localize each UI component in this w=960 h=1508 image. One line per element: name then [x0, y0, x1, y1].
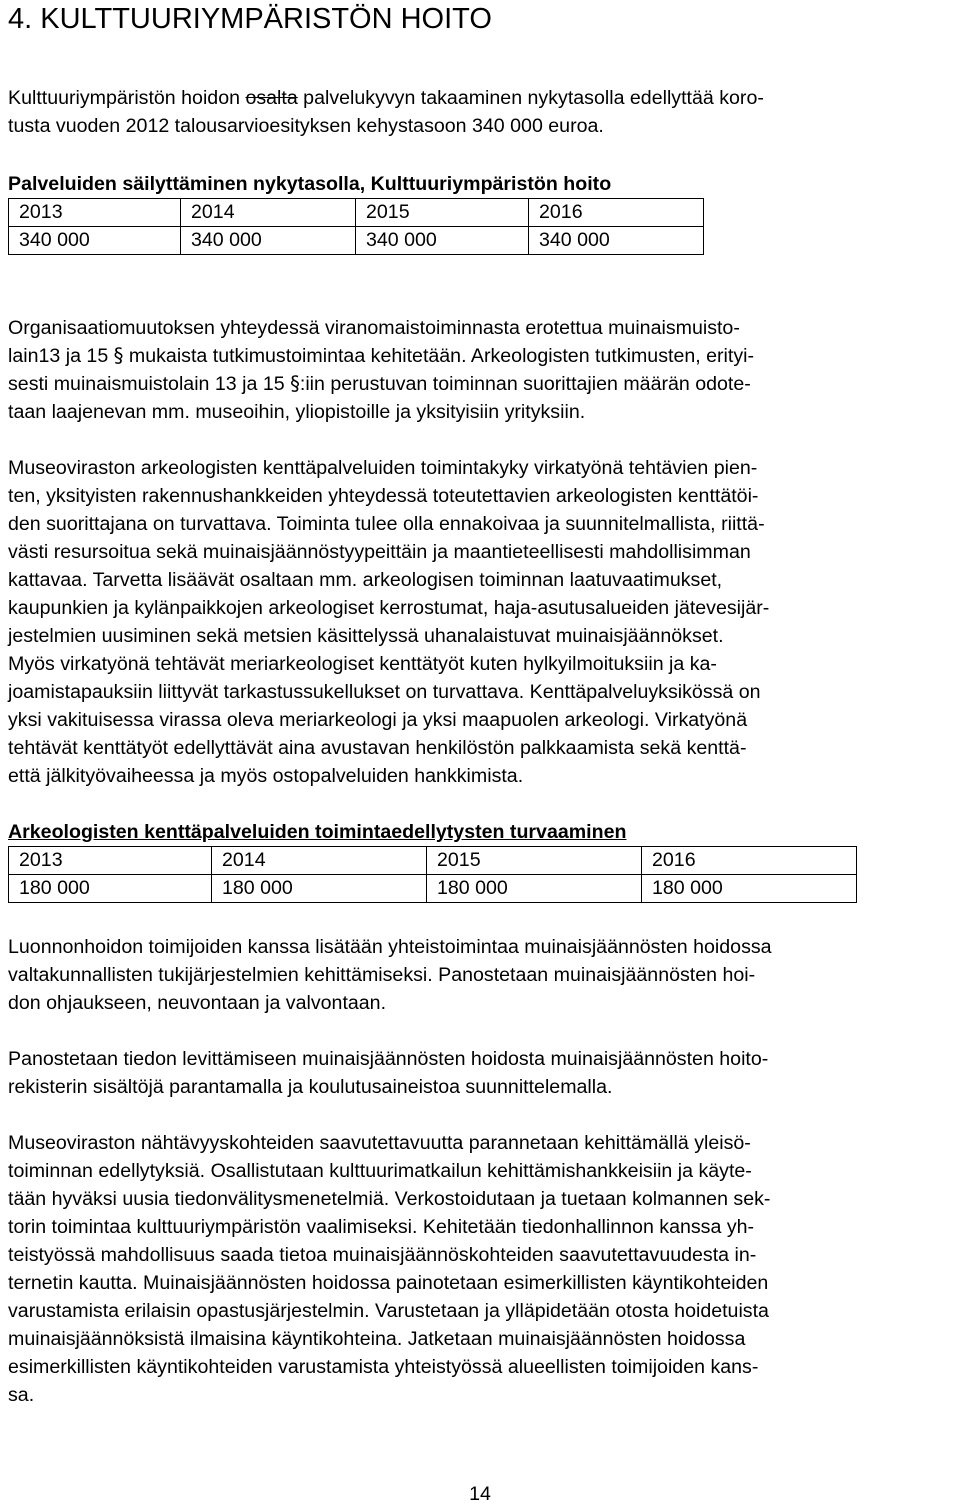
- section-sign: §: [113, 344, 124, 367]
- table-row: [9, 847, 857, 875]
- year-cell: 2013: [9, 199, 181, 227]
- value-cell: 340 000: [9, 227, 181, 255]
- table-row: [9, 875, 857, 903]
- section-title: 4. KULTTUURIYMPÄRISTÖN HOITO: [8, 3, 492, 35]
- luonnonhoito-paragraph: Luonnonhoidon toimijoiden kanssa lisätään yhteistoimintaa muinaisjäännösten hoidossa valtakunnallisten tukijärjestelmien kehittämiseksi. Panostetaan muinaisjäännösten hoi- don ohjaukseen, neuvontaan ja valvontaan.: [8, 936, 772, 1014]
- year-cell: 2016: [529, 199, 704, 227]
- museovirasto-paragraph: Museoviraston arkeologisten kenttäpalveluiden toimintakyky virkatyönä tehtävien pien- ten, yksityisten rakennushankkeiden yhteydessä toteutettavien arkeologisten kenttätöi- den suorittajana on turvattava. Toiminta tulee olla ennakoivaa ja suunnitelmallista, riittä- västi resursoitua sekä muinaisjäännöstyypeittäin ja maantieteellisesti mahdollisimman kattavaa. Tarvetta lisäävät osaltaan mm. arkeologisen toiminnan laatuvaatimukset, kaupunkien ja kylänpaikkojen arkeologiset kerrostumat, haja-asutusalueiden jätevesijär- jestelmien uusiminen sekä metsien käsittelyssä uhanalaistuvat muinaisjäännökset. Myös virkatyönä tehtävät meriarkeologiset kenttätyöt kuten hylkyilmoituksiin ja ka- joamistapauksiin liittyvät tarkastussukellukset on turvattava. Kenttäpalveluyksikössä on yksi vakituisessa virassa oleva meriarkeologi ja yksi maapuolen arkeologi. Virkatyönä tehtävät kenttätyöt edellyttävät aina avustavan henkilöstön palkkaamista sekä kenttä- että jälkityövaiheessa ja myös ostopalveluiden hankkimista.: [8, 457, 770, 787]
- table2-heading: Arkeologisten kenttäpalveluiden toimintaedellytysten turvaaminen: [8, 821, 627, 843]
- year-cell: 2013: [9, 847, 212, 875]
- page-number: 14: [469, 1483, 491, 1505]
- year-cell: 2014: [212, 847, 427, 875]
- value-cell: 180 000: [9, 875, 212, 903]
- value-cell: 340 000: [181, 227, 356, 255]
- value-cell: 340 000: [529, 227, 704, 255]
- value-cell: 340 000: [356, 227, 529, 255]
- intro-line-1: Kulttuuriympäristön hoidon osalta palvelukyvyn takaaminen nykytasolla edellyttää koro-: [8, 87, 764, 109]
- table-row: [9, 199, 704, 227]
- intro-paragraph: [8, 84, 953, 140]
- budget-table-2: [8, 846, 857, 903]
- organisation-paragraph: Organisaatiomuutoksen yhteydessä viranomaistoiminnasta erotettua muinaismuisto- lain13 ja 15 § mukaista tutkimustoimintaa kehitetään. Arkeologisten tutkimusten, erityi- sesti muinaismuistolain 13 ja 15 §:iin perustuvan toiminnan suorittajien määrän odote- taan laajenevan mm. museoihin, yliopistoille ja yksityisiin yrityksiin.: [8, 317, 755, 423]
- year-cell: 2015: [356, 199, 529, 227]
- year-cell: 2014: [181, 199, 356, 227]
- table1-heading: Palveluiden säilyttäminen nykytasolla, Kulttuuriympäristön hoito: [8, 173, 612, 195]
- budget-table-1: [8, 198, 704, 255]
- value-cell: 180 000: [427, 875, 642, 903]
- table-row: [9, 227, 704, 255]
- section-sign: §: [290, 372, 300, 395]
- value-cell: 180 000: [642, 875, 857, 903]
- tiedon-levitys-paragraph: Panostetaan tiedon levittämiseen muinaisjäännösten hoidosta muinaisjäännösten hoito- rekisterin sisältöjä parantamalla ja koulutusaineistoa suunnittelemalla.: [8, 1048, 769, 1098]
- intro-line-2: tusta vuoden 2012 talousarvioesityksen kehystasoon 340 000 euroa.: [8, 115, 604, 137]
- year-cell: 2016: [642, 847, 857, 875]
- struck-word: osalta: [245, 87, 298, 109]
- year-cell: 2015: [427, 847, 642, 875]
- value-cell: 180 000: [212, 875, 427, 903]
- nahtavyyskohteet-paragraph: Museoviraston nähtävyyskohteiden saavutettavuutta parannetaan kehittämällä yleisö- toiminnan edellytyksiä. Osallistutaan kulttuurimatkailun kehittämishankkeisiin ja käyte- tään hyväksi uusia tiedonvälitysmenetelmiä. Verkostoidutaan ja tuetaan kolmannen sek- torin toimintaa kulttuuriympäristön vaalimiseksi. Kehitetään tiedonhallinnon kanssa yh- teistyössä mahdollisuus saada tietoa muinaisjäännöskohteiden saavutettavuudesta in- ternetin kautta. Muinaisjäännösten hoidossa painotetaan esimerkillisten käyntikohteiden varustamista erilaisin opastusjärjestelmin. Varustetaan ja ylläpidetään otosta hoidetuista muinaisjäännöksistä ilmaisina käyntikohteina. Jatketaan muinaisjäännösten hoidossa esimerkillisten käyntikohteiden varustamista yhteistyössä alueellisten toimijoiden kans- sa.: [8, 1132, 771, 1406]
